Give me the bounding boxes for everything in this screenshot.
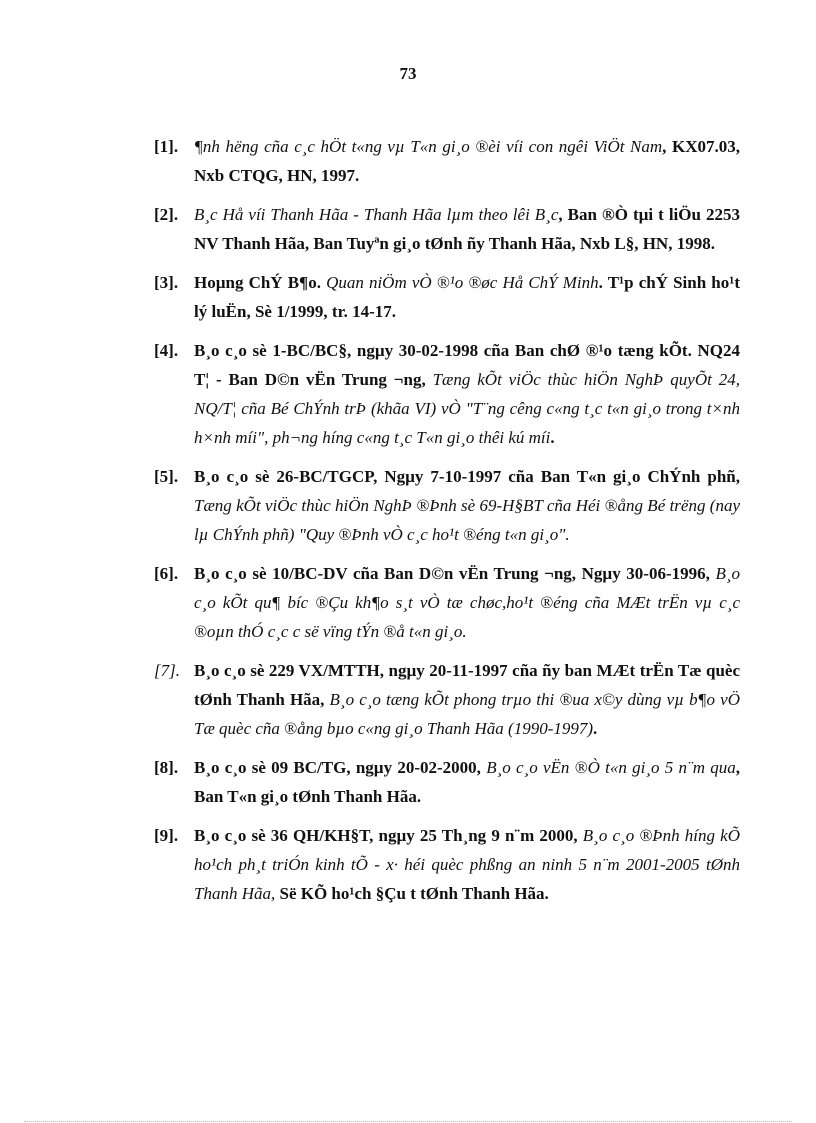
reference-title: Tæng kÕt viÖc thùc hiÖn NghÞ ®Þnh sè 69-H§BT cña Héi ®ång Bé trëng (nay lµ ChÝnh phñ) "Quy ®Þnh vÒ c¸c ho¹t ®éng t«n gi¸o". <box>194 496 740 544</box>
reference-text <box>194 753 740 811</box>
reference-title: B¸o c¸o tæng kÕt phong trµo thi ®ua x©y dùng vµ b¶o vÖ Tæ quèc cña ®ång bµo c«ng gi¸o Thanh Hãa (1990-1997) <box>194 690 740 738</box>
reference-number: [6]. <box>154 564 179 583</box>
reference-detail: , KX07.03, Nxb CTQG, HN, 1997. <box>194 137 740 185</box>
reference-text <box>194 336 740 452</box>
page-number: 73 <box>399 64 417 83</box>
reference-item <box>154 656 740 743</box>
reference-detail: . <box>593 719 598 738</box>
reference-title: Tæng kÕt viÖc thùc hiÖn NghÞ quyÕt 24, NQ/T¦ cña Bé ChÝnh trÞ (khãa VI) vÒ "T¨ng cêng c«ng t¸c t«n gi¸o trong t×nh h×nh míi", ph¬ng híng c«ng t¸c T«n gi¸o thêi kú míi <box>194 370 740 447</box>
reference-text <box>194 132 740 190</box>
reference-number: [3]. <box>154 273 179 292</box>
reference-text <box>194 821 740 908</box>
reference-text <box>194 200 740 258</box>
reference-number: [4]. <box>154 341 179 360</box>
reference-title: B¸o c¸o kÕt qu¶ bíc ®Çu kh¶o s¸t vÒ tæ chøc,ho¹t ®éng cña MÆt trËn vµ c¸c ®oµn thÓ c¸c c së vïng tÝn ®å t«n gi¸o. <box>194 564 740 641</box>
reference-number: [1]. <box>154 137 179 156</box>
reference-item <box>154 268 740 326</box>
reference-number: [7]. <box>154 661 180 680</box>
reference-item <box>154 462 740 549</box>
reference-detail: B¸o c¸o sè 36 QH/KH§T, ngµy 25 Th¸ng 9 n¨m 2000, <box>194 826 583 845</box>
reference-item <box>154 132 740 190</box>
reference-detail: . T¹p chÝ Sinh ho¹t lý luËn, Sè 1/1999, tr. 14-17. <box>194 273 740 321</box>
reference-detail: B¸o c¸o sè 10/BC-DV cña Ban D©n vËn Trung ¬ng, Ngµy 30-06-1996, <box>194 564 716 583</box>
reference-text <box>194 656 740 743</box>
reference-text <box>194 559 740 646</box>
reference-detail: Hoµng ChÝ B¶o. <box>194 273 327 292</box>
reference-item <box>154 559 740 646</box>
reference-number: [5]. <box>154 467 179 486</box>
reference-text <box>194 462 740 549</box>
reference-item <box>154 821 740 908</box>
reference-number: [9]. <box>154 826 179 845</box>
reference-detail: B¸o c¸o sè 26-BC/TGCP, Ngµy 7-10-1997 cña Ban T«n gi¸o ChÝnh phñ, <box>194 467 740 486</box>
reference-detail: , Ban ®Ò tµi t liÖu 2253 NV Thanh Hãa, Ban Tuyªn gi¸o tØnh ñy Thanh Hãa, Nxb L§, HN, 1998. <box>194 205 740 253</box>
reference-detail: B¸o c¸o sè 09 BC/TG, ngµy 20-02-2000, <box>194 758 487 777</box>
reference-title: B¸c Hå víi Thanh Hãa - Thanh Hãa lµm theo lêi B¸c <box>194 205 559 224</box>
reference-detail: B¸o c¸o sè 229 VX/MTTH, ngµy 20-11-1997 cña ñy ban MÆt trËn Tæ quèc tØnh Thanh Hãa, <box>194 661 740 709</box>
reference-title: Quan niÖm vÒ ®¹o ®øc Hå ChÝ Minh <box>326 273 599 292</box>
reference-number: [2]. <box>154 205 179 224</box>
page-bottom-divider <box>24 1121 792 1122</box>
reference-detail: B¸o c¸o sè 1-BC/BC§, ngµy 30-02-1998 cña Ban chØ ®¹o tæng kÕt. NQ24 T¦ - Ban D©n vËn Trung ¬ng, <box>194 341 740 389</box>
reference-detail: . <box>550 428 555 447</box>
reference-title: B¸o c¸o vËn ®Ò t«n gi¸o 5 n¨m qua <box>486 758 736 777</box>
reference-detail: Së KÕ ho¹ch §Çu t tØnh Thanh Hãa. <box>275 884 549 903</box>
reference-detail: , Ban T«n gi¸o tØnh Thanh Hãa. <box>194 758 740 806</box>
reference-item <box>154 336 740 452</box>
reference-title: B¸o c¸o ®Þnh híng kÕ ho¹ch ph¸t triÓn kinh tÕ - x· héi quèc phßng an ninh 5 n¨m 2001-2005 tØnh Thanh Hãa, <box>194 826 740 903</box>
reference-item <box>154 753 740 811</box>
reference-title: ¶nh hëng cña c¸c hÖt t«ng vµ T«n gi¸o ®èi víi con ngêi ViÖt Nam <box>194 137 663 156</box>
reference-text <box>194 268 740 326</box>
reference-item <box>154 200 740 258</box>
reference-list <box>154 132 740 918</box>
reference-number: [8]. <box>154 758 179 777</box>
